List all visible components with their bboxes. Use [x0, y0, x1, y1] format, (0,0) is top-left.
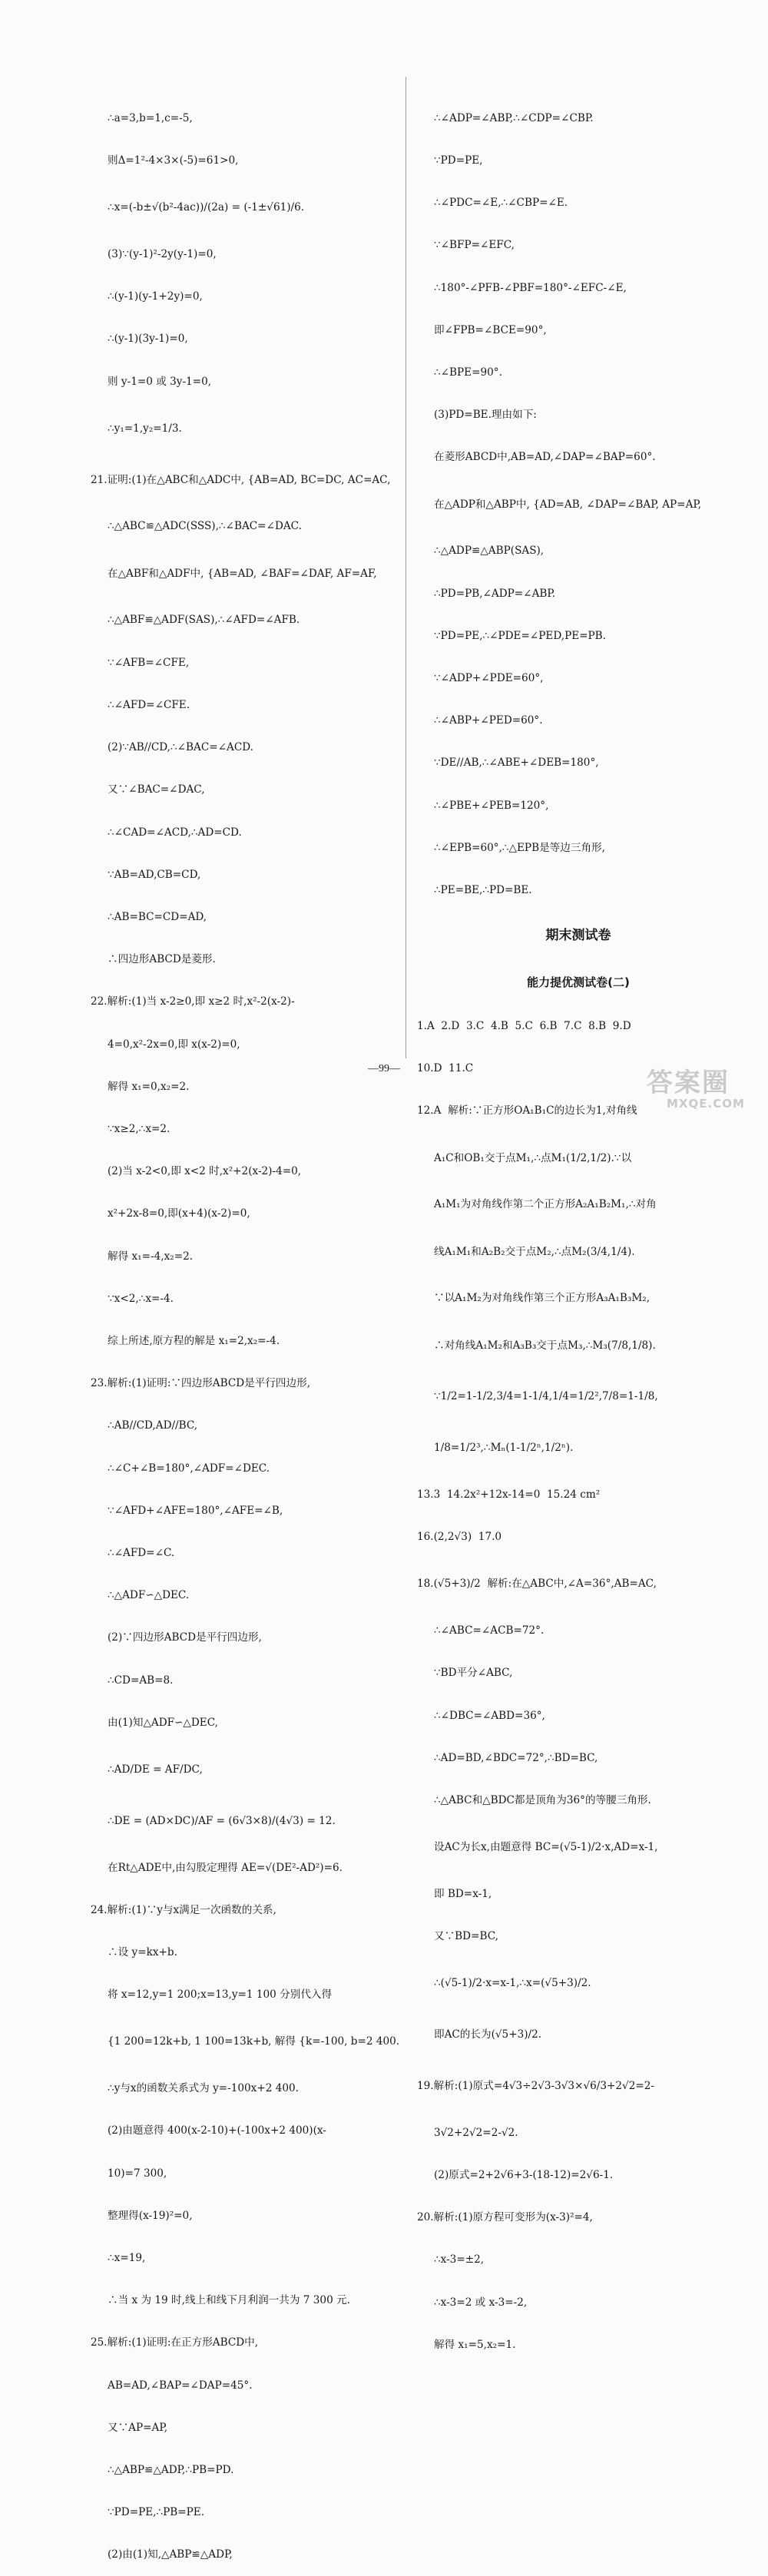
text-line: A₁C和OB₁交于点M₁,∴点M₁(1/2,1/2).∵以	[434, 1151, 632, 1164]
text-line: ∵x<2,∴x=-4.	[108, 1292, 174, 1305]
text-line: ∵x≥2,∴x=2.	[108, 1122, 170, 1135]
text-line: ∴y₁=1,y₂=1/3.	[108, 422, 182, 435]
text-line: ∴AB=BC=CD=AD,	[108, 910, 207, 923]
text-line: ∵以A₁M₂为对角线作第三个正方形A₃A₁B₃M₂,	[434, 1292, 650, 1305]
text-line: (2)原式=2+2√6+3-(18-12)=2√6-1.	[434, 2169, 614, 2182]
text-line: 在Rt△ADE中,由勾股定理得 AE=√(DE²-AD²)=6.	[108, 1861, 343, 1874]
text-line: ∴∠C+∠B=180°,∠ADF=∠DEC.	[108, 1462, 270, 1475]
text-line: 线A₁M₁和A₂B₂交于点M₂,∴点M₂(3/4,1/4).	[434, 1245, 635, 1258]
text-line: ∴PD=PB,∠ADP=∠ABP.	[434, 587, 556, 600]
section-subtitle: 能力提优测试卷(二)	[527, 975, 630, 990]
text-line: ∵∠BFP=∠EFC,	[434, 239, 515, 252]
text-line: ∴∠AFD=∠C.	[108, 1546, 175, 1559]
text-line: 20.解析:(1)原方程可变形为(x-3)²=4,	[417, 2211, 593, 2224]
text-line: 24.解析:(1)∵y与x满足一次函数的关系,	[91, 1903, 276, 1916]
text-line: 综上所述,原方程的解是 x₁=2,x₂=-4.	[108, 1334, 280, 1347]
text-line: ∵AB=AD,CB=CD,	[108, 868, 201, 881]
text-line: A₁M₁为对角线作第二个正方形A₂A₁B₂M₁,∴对角	[434, 1198, 657, 1211]
text-line: ∴(y-1)(y-1+2y)=0,	[108, 290, 203, 303]
text-line: ∴∠PBE+∠PEB=120°,	[434, 799, 549, 812]
text-line: 3√2+2√2=2-√2.	[434, 2126, 518, 2139]
answer-line: 1.A 2.D 3.C 4.B 5.C 6.B 7.C 8.B 9.D	[417, 1019, 631, 1032]
text-line: 整理得(x-19)²=0,	[108, 2209, 193, 2222]
right-column	[417, 83, 740, 2366]
text-line: ∴AB//CD,AD//BC,	[108, 1419, 198, 1432]
text-line: ∴四边形ABCD是菱形.	[108, 953, 216, 966]
text-line: 又∵BD=BC,	[434, 1930, 498, 1943]
text-line: ∵DE//AB,∴∠ABE+∠DEB=180°,	[434, 757, 599, 770]
answer-line: 16.(2,2√3) 17.0	[417, 1531, 502, 1544]
answer-line: 10.D 11.C	[417, 1062, 474, 1075]
text-line: ∴AD=BD,∠BDC=72°,∴BD=BC,	[434, 1751, 598, 1764]
text-line: ∵PD=PE,	[434, 154, 483, 167]
text-line: 解得 x₁=-4,x₂=2.	[108, 1250, 194, 1263]
text-line: ∴CD=AB=8.	[108, 1674, 174, 1687]
text-line: ∴∠CAD=∠ACD,∴AD=CD.	[108, 826, 242, 839]
text-line: 18.(√5+3)/2 解析:在△ABC中,∠A=36°,AB=AC,	[417, 1578, 657, 1591]
watermark-logo	[647, 1069, 762, 1112]
answer-line: 13.3 14.2x²+12x-14=0 15.24 cm²	[417, 1488, 601, 1501]
text-line: ∵∠AFB=∠CFE,	[108, 656, 190, 669]
text-line: ∵PD=PE,∴∠PDE=∠PED,PE=PB.	[434, 629, 606, 642]
text-line: ∴x=19,	[108, 2252, 146, 2265]
text-line: 在△ABF和△ADF中, {AB=AD, ∠BAF=∠DAF, AF=AF,	[108, 567, 377, 580]
text-line: ∵1/2=1-1/2,3/4=1-1/4,1/4=1/2²,7/8=1-1/8,	[434, 1390, 658, 1403]
text-line: (2)当 x-2<0,即 x<2 时,x²+2(x-2)-4=0,	[108, 1165, 302, 1178]
section-title: 期末测试卷	[545, 928, 611, 944]
text-line: {1 200=12k+b, 1 100=13k+b, 解得 {k=-100, b=2 400.	[108, 2035, 400, 2048]
watermark-logo-text: 答案圈	[647, 1068, 730, 1098]
text-line: ∵BD平分∠ABC,	[434, 1667, 513, 1680]
text-line: ∴设 y=kx+b.	[108, 1946, 177, 1958]
text-line: ∴∠BPE=90°.	[434, 366, 502, 379]
text-line: ∴△ABF≌△ADF(SAS),∴∠AFD=∠AFB.	[108, 614, 300, 627]
text-line: ∴AD/DE = AF/DC,	[108, 1763, 203, 1776]
text-line: ∴△ABC和△BDC都是顶角为36°的等腰三角形.	[434, 1794, 651, 1807]
text-line: ∴∠EPB=60°,∴△EPB是等边三角形,	[434, 841, 605, 854]
text-line: AB=AD,∠BAP=∠DAP=45°.	[108, 2379, 253, 2392]
left-column	[91, 83, 400, 2576]
text-line: ∴(√5-1)/2·x=x-1,∴x=(√5+3)/2.	[434, 1977, 591, 1990]
watermark-url: MXQE.COM	[667, 1097, 745, 1111]
text-line: 21.证明:(1)在△ABC和△ADC中, {AB=AD, BC=DC, AC=AC,	[91, 473, 391, 486]
text-line: ∴当 x 为 19 时,线上和线下月利润一共为 7 300 元.	[108, 2294, 350, 2307]
text-line: ∵PD=PE,∴PB=PE.	[108, 2506, 205, 2519]
text-line: (2)∵AB//CD,∴∠BAC=∠ACD.	[108, 741, 253, 754]
text-line: 10)=7 300,	[108, 2167, 167, 2180]
text-line: ∵∠ADP+∠PDE=60°,	[434, 672, 544, 685]
text-line: ∴∠ABC=∠ACB=72°.	[434, 1624, 545, 1637]
text-line: ∴∠PDC=∠E,∴∠CBP=∠E.	[434, 197, 568, 210]
text-line: 则Δ=1²-4×3×(-5)=61>0,	[108, 154, 239, 167]
text-line: 在△ADP和△ABP中, {AD=AB, ∠DAP=∠BAP, AP=AP,	[434, 498, 702, 511]
text-line: ∴y与x的函数关系式为 y=-100x+2 400.	[108, 2082, 299, 2095]
text-line: 19.解析:(1)原式=4√3÷2√3-3√3×√6/3+2√2=2-	[417, 2080, 654, 2093]
text-line: (2)由(1)知,△ABP≌△ADP,	[108, 2548, 233, 2561]
text-line: 1/8=1/2³,∴Mₙ(1-1/2ⁿ,1/2ⁿ).	[434, 1442, 574, 1455]
text-line: ∴a=3,b=1,c=-5,	[108, 111, 193, 124]
text-line: ∴∠ADP=∠ABP,∴∠CDP=∠CBP.	[434, 111, 594, 124]
text-line: x²+2x-8=0,即(x+4)(x-2)=0,	[108, 1207, 250, 1220]
page-number: —99—	[368, 1063, 400, 1074]
text-line: ∴x-3=2 或 x-3=-2,	[434, 2296, 528, 2309]
text-line: (3)∵(y-1)²-2y(y-1)=0,	[108, 248, 217, 261]
text-line: 即AC的长为(√5+3)/2.	[434, 2028, 542, 2041]
text-line: (2)由题意得 400(x-2-10)+(-100x+2 400)(x-	[108, 2124, 326, 2137]
text-line: ∴△ADP≌△ABP(SAS),	[434, 545, 545, 558]
text-line: ∴180°-∠PFB-∠PBF=180°-∠EFC-∠E,	[434, 281, 627, 294]
text-line: 23.解析:(1)证明:∵四边形ABCD是平行四边形,	[91, 1377, 311, 1390]
text-line: 解得 x₁=0,x₂=2.	[108, 1080, 190, 1093]
text-line: 即 BD=x-1,	[434, 1888, 492, 1901]
text-line: 则 y-1=0 或 3y-1=0,	[108, 375, 212, 388]
text-line: ∴DE = (AD×DC)/AF = (6√3×8)/(4√3) = 12.	[108, 1814, 336, 1827]
text-line: 解得 x₁=5,x₂=1.	[434, 2338, 516, 2351]
text-line: 将 x=12,y=1 200;x=13,y=1 100 分别代入得	[108, 1988, 333, 2002]
text-line: (2)∵四边形ABCD是平行四边形,	[108, 1631, 262, 1644]
text-line: 又∵AP=AP,	[108, 2421, 168, 2434]
text-line: 即∠FPB=∠BCE=90°,	[434, 323, 547, 336]
text-line: ∴△ADF∽△DEC.	[108, 1589, 190, 1602]
text-line: ∴∠AFD=∠CFE.	[108, 698, 190, 711]
text-line: 12.A 解析:∵正方形OA₁B₁C的边长为1,对角线	[417, 1104, 637, 1117]
text-line: ∴△ABC≌△ADC(SSS),∴∠BAC=∠DAC.	[108, 520, 302, 533]
text-line: 4=0,x²-2x=0,即 x(x-2)=0,	[108, 1038, 240, 1051]
text-line: ∴PE=BE,∴PD=BE.	[434, 884, 532, 897]
text-line: 又∵∠BAC=∠DAC,	[108, 783, 205, 796]
text-line: 在菱形ABCD中,AB=AD,∠DAP=∠BAP=60°.	[434, 451, 656, 464]
text-line: 25.解析:(1)证明:在正方形ABCD中,	[91, 2336, 259, 2349]
text-line: ∴∠ABP+∠PED=60°.	[434, 714, 543, 727]
text-line: 设AC为长x,由题意得 BC=(√5-1)/2·x,AD=x-1,	[434, 1841, 658, 1854]
text-line: 由(1)知△ADF∽△DEC,	[108, 1716, 218, 1729]
text-line: ∴x=(-b±√(b²-4ac))/(2a) = (-1±√61)/6.	[108, 201, 305, 214]
text-line: ∴(y-1)(3y-1)=0,	[108, 333, 188, 346]
text-line: 22.解析:(1)当 x-2≥0,即 x≥2 时,x²-2(x-2)-	[91, 995, 295, 1008]
text-line: ∵∠AFD+∠AFE=180°,∠AFE=∠B,	[108, 1504, 283, 1517]
text-line: ∴△ABP≌△ADP,∴PB=PD.	[108, 2464, 234, 2477]
text-line: ∴x-3=±2,	[434, 2253, 485, 2266]
text-line: (3)PD=BE.理由如下:	[434, 409, 537, 422]
text-line: ∴对角线A₁M₂和A₃B₃交于点M₃,∴M₃(7/8,1/8).	[434, 1339, 656, 1352]
text-line: ∴∠DBC=∠ABD=36°,	[434, 1709, 545, 1722]
